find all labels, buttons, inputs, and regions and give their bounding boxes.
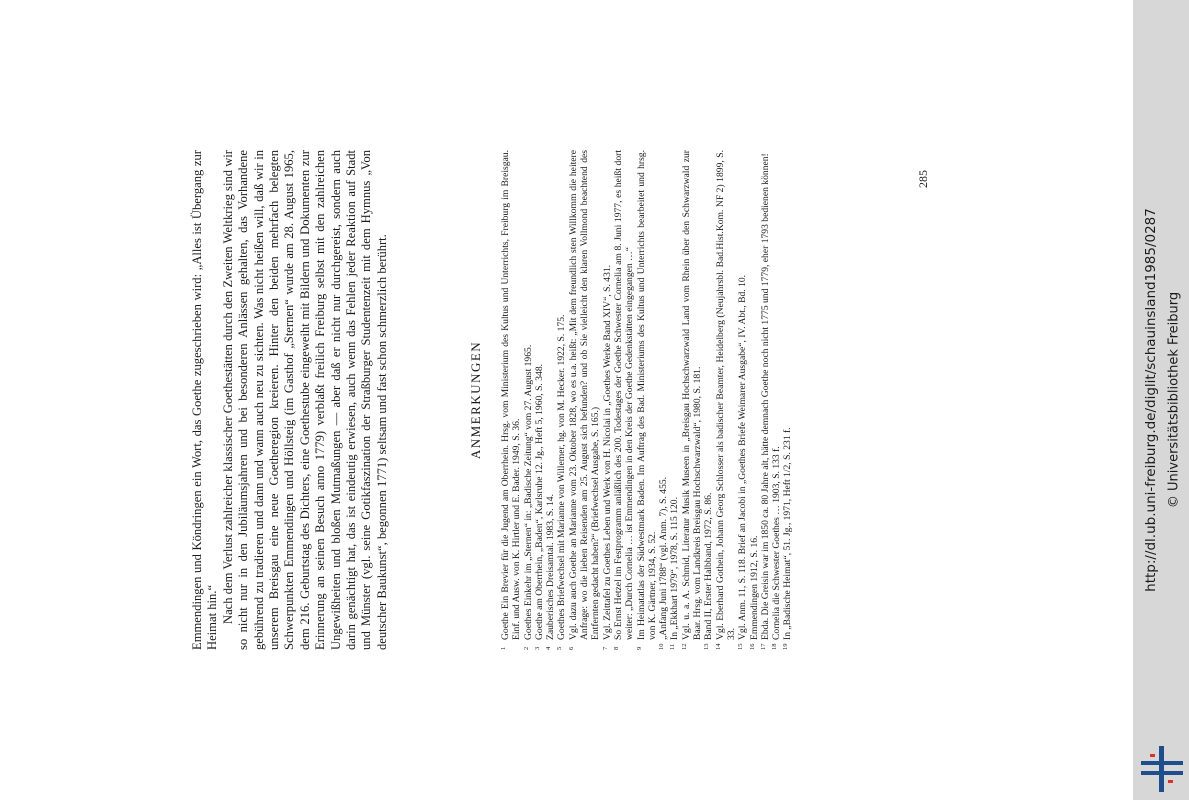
footnote — [658, 150, 669, 650]
footnote — [715, 150, 738, 650]
copyright — [1163, 0, 1185, 800]
footnote-text: In „Badische Heimat“, 51. Jg., 1971, Heft 1/2, S. 231 f. — [782, 427, 794, 640]
footnote-text: Im Heimatatlas der Südwestmark Baden. Im Auftrag des Bad. Ministeriums des Kultus und Unterrichts bearbeitet und hrsg. von K. Gärtner, 1934, S. 52. — [635, 150, 658, 640]
footnote — [556, 150, 567, 650]
footnotes-list — [500, 150, 794, 650]
footnote — [602, 150, 613, 650]
footnote — [760, 150, 771, 650]
footnote-text: Vgl. u. a. A. Schmid, Literatur Musik Museen in „Breisgau Hochschwarzwald Land vom Rhein über den Schwarzwald zur Baar. Hrsg. vom Landkreis Breisgau Hochschwarzwald“, 1980, S. 181. — [680, 150, 704, 640]
source-url[interactable] — [1140, 0, 1162, 800]
footnote-text: Vgl. Eberhard Gothein, Johann Georg Schlosser als badischer Beamter, Heidelberg (Neujahrsbl. Bad.Hist.Kom. NF 2) 1899, S. 33. — [714, 150, 737, 640]
footnote-number: 19 — [782, 643, 790, 650]
footnote-text: Cornelia die Schwester Goethes … 1903, S. 133 f. — [771, 446, 783, 640]
copyright-text: © Universitätsbibliothek Freiburg — [1166, 291, 1182, 509]
footnote-number: 18 — [771, 643, 779, 650]
paragraph: Nach dem Verlust zahlreicher klassischer Goethestätten durch den Zweiten Weltkrieg sind wir so nicht nur in den Jubiläumsjahren und bei besonderen Anlässen gehalten, das Vorhandene gebührend zu tradieren und dann und wann auch neu zu sichten. Was nicht heißen will, daß wir in unserem Breisgau eine neue Goetheregion kreieren. Hinter den beiden mehrfach belegten Schwerpunkten Emmendingen und Höllsteig (im Gasthof „Sternen“ wurde am 28. August 1965, dem 216. Geburtstag des Dichters, eine Goethestube eingeweiht mit Bildern und Dokumenten zur Erinnerung an seinen Besuch anno 1779) verblaßt freilich Freiburg selbst mit den zahlreichen Ungewißheiten und bloßen Mutmaßungen — aber daß er nicht nur durchgereist, sondern auch darin genächtigt hat, das ist eindeutig erwiesen, auch wenn das Fehlen jeder Reaktion auf Stadt und Münster (vgl. seine Gotikfaszination der Straßburger Studentenzeit mit dem Hymnus „Von deutscher Baukunst“, begonnen 1771) seltsam und fast schon schmerzlich berührt. — [220, 150, 389, 650]
footnote-number: 11 — [669, 643, 677, 650]
scanned-page — [190, 150, 950, 650]
university-library-logo-icon — [1141, 746, 1183, 792]
footnote-text: Ebda. Die Greisin war im 1850 ca. 80 Jahre alt, hätte demnach Goethe noch nicht 1775 und 1779, eher 1793 bedienen können! — [759, 153, 771, 640]
footnote-number: 7 — [601, 646, 609, 650]
footnote — [782, 150, 793, 650]
footnote — [500, 150, 523, 650]
footnote-number: 14 — [714, 643, 722, 650]
footnote — [749, 150, 760, 650]
footnote — [568, 150, 602, 650]
footnote-number: 10 — [658, 643, 666, 650]
footnote — [771, 150, 782, 650]
footnote-text: Emmendingen 1912, S. 16. — [748, 535, 760, 640]
footnote-text: Goethes Briefwechsel mit Marianne von Willemer, hg. von M. Hecker. 1922, S. 175. — [556, 314, 568, 640]
footnote — [523, 150, 534, 650]
footnote-number: 3 — [533, 646, 541, 650]
footnote-number: 15 — [737, 643, 745, 650]
footnote-number: 16 — [748, 643, 756, 650]
footnote-text: „Anfang Juni 1788“ (vgl. Anm. 7), S. 455. — [658, 476, 670, 640]
footnote — [534, 150, 545, 650]
footnote-text: Goethe Ein Brevier für die Jugend am Oberrhein. Hrsg. vom Ministerium des Kultus und Unterrichts, Freiburg im Breisgau. Einf. und Ausw. von K. Hirtler und E. Bader. 1949, S. 36. — [500, 150, 523, 640]
footnote — [669, 150, 680, 650]
footnote-text: Goethe am Oberrhein, „Baden“, Karlsruhe 12. Jg., Heft 5, 1960, S. 348. — [533, 363, 545, 640]
footnote-number: 12 — [680, 643, 688, 650]
footnote-number: 2 — [522, 646, 530, 650]
paragraph: Emmendingen und Köndringen ein Wort, das Goethe zugeschrieben wird: „Alles ist Übergang zur Heimat hin.“ — [190, 150, 220, 650]
footnote — [545, 150, 556, 650]
footnote-text: Vgl. Zeittafel zu Goethes Leben und Werk von H. Nicolai in „Goethes Werke Band XIV“, S. 431. — [601, 264, 613, 640]
footnote — [636, 150, 659, 650]
footnote-number: 5 — [556, 646, 564, 650]
body-text — [190, 150, 390, 650]
page-number: 285 — [916, 170, 930, 188]
footnote-number: 4 — [545, 646, 553, 650]
footnote-number: 1 — [500, 646, 507, 650]
footnote-text: Vgl. Anm. 11, S. 118. Brief an Jacobi in „Goethes Briefe Weimarer Ausgabe“, IV. Abt., Bd. 10. — [737, 274, 749, 640]
footnote-text: Zauberisches Dreisamtal. 1983, S. 14. — [545, 493, 557, 640]
footnote — [737, 150, 748, 650]
footnote — [681, 150, 704, 650]
footnote-number: 13 — [703, 643, 711, 650]
footnote-number: 6 — [567, 646, 575, 650]
notes-heading: ANMERKUNGEN — [468, 340, 483, 460]
footnote-text: Vgl. dazu auch Goethe an Marianne vom 23. Oktober 1828, wo es u.a. heißt: „Mit dem freundlich sten Willkomm die heitere Anfrage: wo die lieben Reisenden am 25. August sich befunden? und ob Sie vielleicht den klaren Vollmond beachtend des Entfernten gedacht haben?“ (Briefwechsel Ausgabe, S. 165.) — [567, 150, 602, 640]
footnote — [613, 150, 636, 650]
footnote-text: So Ernst Hetzel im Festprogramm anläßlich des 200. Todestages der Goethe Schwester Cornelia am 8. Juni 1977, es heißt dort weiter: „Durch Cornelia … ist Emmendingen in den Kreis der Goethe Gedenkstätten eingegangen …“ — [612, 150, 636, 640]
footnote-text: In „Ekkhart 1979“, 1978, S. 115 120. — [669, 497, 681, 640]
footnote-text: Goethes Einkehr im „Sternen“ in: „Badische Zeitung“ vom 27. August 1965. — [522, 344, 534, 640]
footnote-number: 17 — [759, 643, 767, 650]
source-url-text[interactable]: http://dl.ub.uni-freiburg.de/diglit/schauinsland1985/0287 — [1143, 208, 1159, 592]
footnote-text: Band II, Erster Halbband, 1972, S. 86. — [703, 492, 715, 640]
footnote — [703, 150, 714, 650]
footnote-number: 8 — [612, 646, 620, 650]
footnote-number: 9 — [635, 646, 643, 650]
